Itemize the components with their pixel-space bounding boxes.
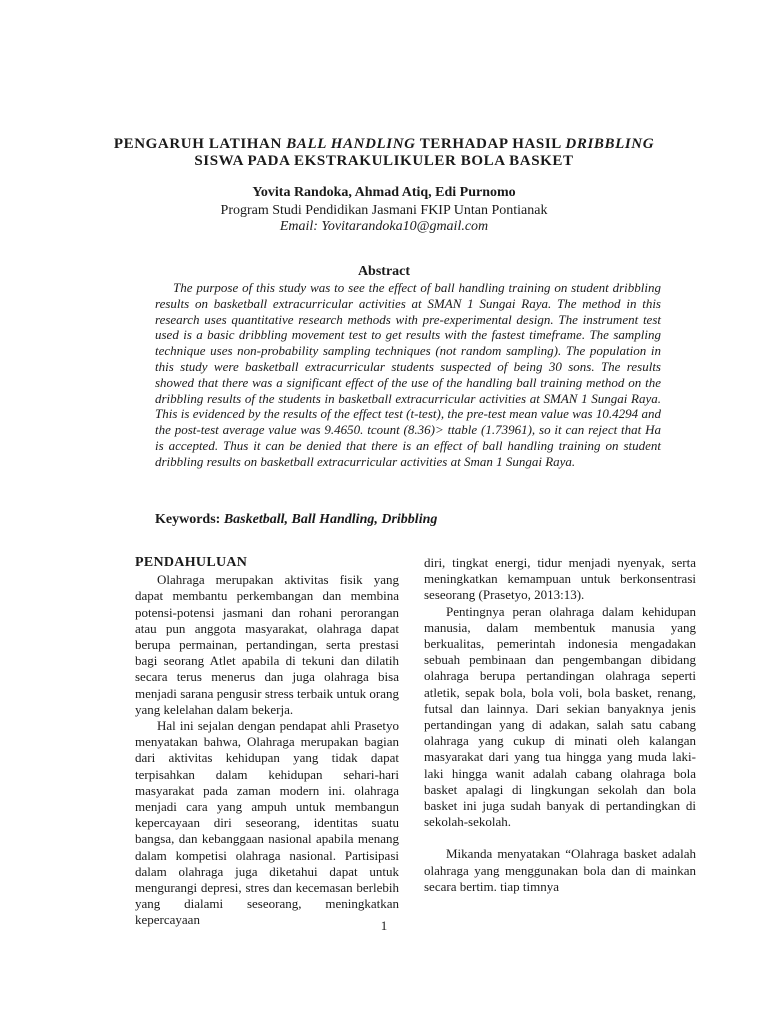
keywords-values: Basketball, Ball Handling, Dribbling — [223, 512, 438, 527]
title-italic-term: BALL HANDLING — [286, 136, 416, 152]
title-line-2: SISWA PADA EKSTRAKULIKULER BOLA BASKET — [194, 153, 574, 169]
affiliation: Program Studi Pendidikan Jasmani FKIP Untan Pontianak — [220, 203, 548, 218]
section-heading: PENDAHULUAN — [135, 555, 248, 570]
right-column — [424, 555, 696, 895]
page-number: 1 — [380, 918, 388, 933]
paragraph: Hal ini sejalan dengan pendapat ahli Prasetyo menyatakan bahwa, Olahraga merupakan bagian dari aktivitas kehidupan yang tidak dapat terpisahkan dalam kehidupan sehari-hari masyarakat pada zaman modern ini. olahraga menjadi cara yang ampuh untuk membangun kepercayaan diri seseorang, identitas suatu bangsa, dan kebanggaan nasional apabila menang dalam kompetisi olahraga nasional. Partisipasi dalam olahraga juga diketahui dapat untuk mengurangi depresi, stres dan kecemasan berlebih yang dialami seseorang, meningkatkan kepercayaan — [135, 718, 399, 928]
authors: Yovita Randoka, Ahmad Atiq, Edi Purnomo — [252, 185, 516, 200]
title-italic-term: DRIBBLING — [565, 136, 655, 152]
title-line-1 — [0, 136, 768, 153]
left-column — [135, 555, 399, 929]
keywords — [155, 512, 437, 528]
paragraph: diri, tingkat energi, tidur menjadi nyenyak, serta meningkatkan kemampuan untuk berkonsentrasi seseorang (Prasetyo, 2013:13). — [424, 555, 696, 603]
abstract-text: The purpose of this study was to see the effect of ball handling training on student dribbling results on basketball extracurricular activities at SMAN 1 Sungai Raya. The method in this research uses quantitative research methods with pre-experimental design. The instrument test used is a basic dribbling movement test to get results with the fastest timeframe. The sampling technique uses non-probability sampling techniques (not random sampling). The population in this study were basketball extracurricular students suspected of being 30 sons. The results showed that there was a significant effect of the use of the handling ball training method on the dribbling results of the students in basketball extracurricular activities at SMAN 1 Sungai Raya. This is evidenced by the results of the effect test (t-test), the pre-test mean value was 10.4294 and the post-test average value was 9.4650. tcount (8.36)> ttable (1.73961), so it can reject that Ha is accepted. Thus it can be denied that there is an effect of ball handling training on student dribbling results on basketball extracurricular activities at Sman 1 Sungai Raya. — [155, 280, 661, 469]
paragraph-gap — [424, 830, 696, 846]
paper-title — [0, 136, 768, 170]
keywords-label: Keywords: — [155, 512, 221, 527]
paragraph: Olahraga merupakan aktivitas fisik yang dapat membantu perkembangan dan membina potensi-potensi jasmani dan rohani perorangan atau pun anggota masyarakat, olahraga dapat berupa permainan, pertandingan, serta prestasi bagi seorang Atlet apabila di tekuni dan dilatih secara terus menerus dan juga olahraga bisa menjadi sarana pengusir stress terbaik untuk orang yang kelelahan dalam bekerja. — [135, 572, 399, 717]
paragraph: Pentingnya peran olahraga dalam kehidupan manusia, dalam membentuk manusia yang berkualitas, pemerintah indonesia mengadakan sebuah pembinaan dan pengembangan dibidang olahraga berupa pertandingan olahraga seperti atletik, sepak bola, bola voli, bola basket, renang, futsal dan lainnya. Dari sekian banyaknya jenis pertandingan yang di adakan, salah satu cabang olahraga yang cukup di minati oleh kalangan masyarakat dari yang tua hingga yang muda laki-laki hingga wanit adalah cabang olahraga bola basket apalagi di lingkungan sekolah dan bola basket ini juga sudah banyak di pertandingkan di sekolah-sekolah. — [424, 603, 696, 830]
email: Email: Yovitarandoka10@gmail.com — [279, 219, 489, 234]
title-text: TERHADAP HASIL — [415, 136, 566, 152]
abstract-heading: Abstract — [357, 264, 411, 279]
title-text: PENGARUH LATIHAN — [113, 136, 287, 152]
paragraph: Mikanda menyatakan “Olahraga basket adalah olahraga yang menggunakan bola dan di mainkan secara bertim. tiap timnya — [424, 846, 696, 894]
